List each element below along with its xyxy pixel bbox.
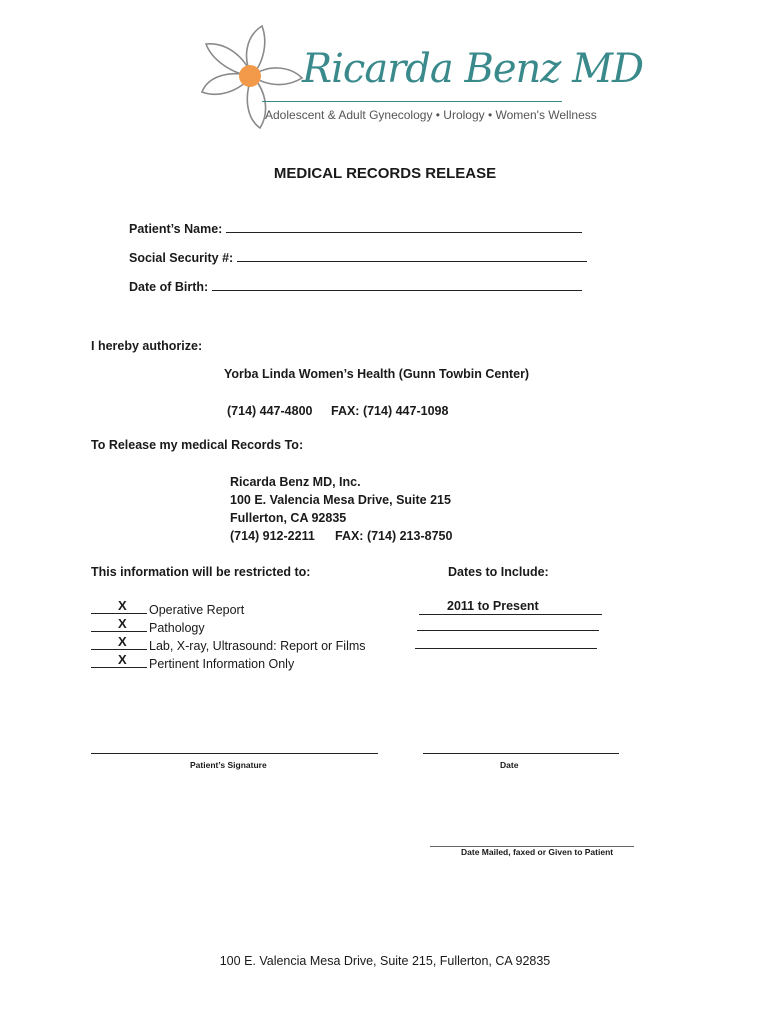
ssn-label: Social Security #:	[129, 251, 234, 265]
item-label: Lab, X-ray, Ultrasound: Report or Films	[149, 639, 366, 653]
dates-heading: Dates to Include:	[448, 565, 549, 579]
release-address1: 100 E. Valencia Mesa Drive, Suite 215	[230, 493, 451, 507]
restricted-item[interactable]	[91, 600, 244, 617]
date-field-lab[interactable]	[415, 636, 597, 649]
page-title: MEDICAL RECORDS RELEASE	[273, 165, 497, 182]
check-mark: X	[118, 598, 127, 613]
item-label: Pertinent Information Only	[149, 657, 295, 671]
restricted-item[interactable]	[91, 654, 294, 671]
checkbox-pertinent-info[interactable]	[91, 654, 147, 668]
check-mark: X	[118, 652, 127, 667]
check-mark: X	[118, 616, 127, 631]
patient-name-label: Patient’s Name:	[129, 222, 223, 236]
patient-name-input-line[interactable]	[226, 220, 582, 233]
release-fax: FAX: (714) 213-8750	[335, 529, 453, 543]
dob-field[interactable]	[129, 278, 582, 294]
check-mark: X	[118, 634, 127, 649]
dob-label: Date of Birth:	[129, 280, 209, 294]
item-label: Operative Report	[149, 603, 245, 617]
brand-tagline: Adolescent & Adult Gynecology • Urology • Women's Wellness	[265, 108, 597, 122]
ssn-input-line[interactable]	[237, 249, 587, 262]
brand-name: Ricarda Benz MD	[302, 46, 644, 92]
signature-date-line[interactable]	[423, 753, 619, 754]
footer-address: 100 E. Valencia Mesa Drive, Suite 215, Fullerton, CA 92835	[219, 954, 551, 968]
checkbox-operative-report[interactable]	[91, 600, 147, 614]
authorize-fax: FAX: (714) 447-1098	[331, 404, 449, 418]
release-address2: Fullerton, CA 92835	[230, 511, 347, 525]
brand-underline	[262, 101, 562, 102]
date-mailed-label: Date Mailed, faxed or Given to Patient	[461, 847, 614, 857]
release-name: Ricarda Benz MD, Inc.	[230, 475, 361, 489]
patient-signature-label: Patient’s Signature	[190, 760, 267, 770]
flower-center	[239, 65, 261, 87]
restricted-item[interactable]	[91, 636, 366, 653]
date-field-pathology[interactable]	[417, 618, 599, 631]
authorize-phone: (714) 447-4800	[227, 404, 313, 418]
item-label: Pathology	[149, 621, 205, 635]
release-heading: To Release my medical Records To:	[91, 438, 304, 452]
date-field-operative[interactable]	[419, 600, 602, 615]
authorize-org-name: Yorba Linda Women’s Health (Gunn Towbin Center)	[224, 367, 530, 381]
date-value: 2011 to Present	[447, 599, 539, 613]
restricted-item[interactable]	[91, 618, 205, 635]
checkbox-lab-xray[interactable]	[91, 636, 147, 650]
checkbox-pathology[interactable]	[91, 618, 147, 632]
restricted-heading: This information will be restricted to:	[91, 565, 311, 579]
ssn-field[interactable]	[129, 249, 587, 265]
dob-input-line[interactable]	[212, 278, 582, 291]
authorize-heading: I hereby authorize:	[91, 339, 203, 353]
patient-signature-line[interactable]	[91, 753, 378, 754]
release-phone: (714) 912-2211	[230, 529, 315, 543]
patient-name-field[interactable]	[129, 220, 582, 236]
signature-date-label: Date	[500, 760, 519, 770]
